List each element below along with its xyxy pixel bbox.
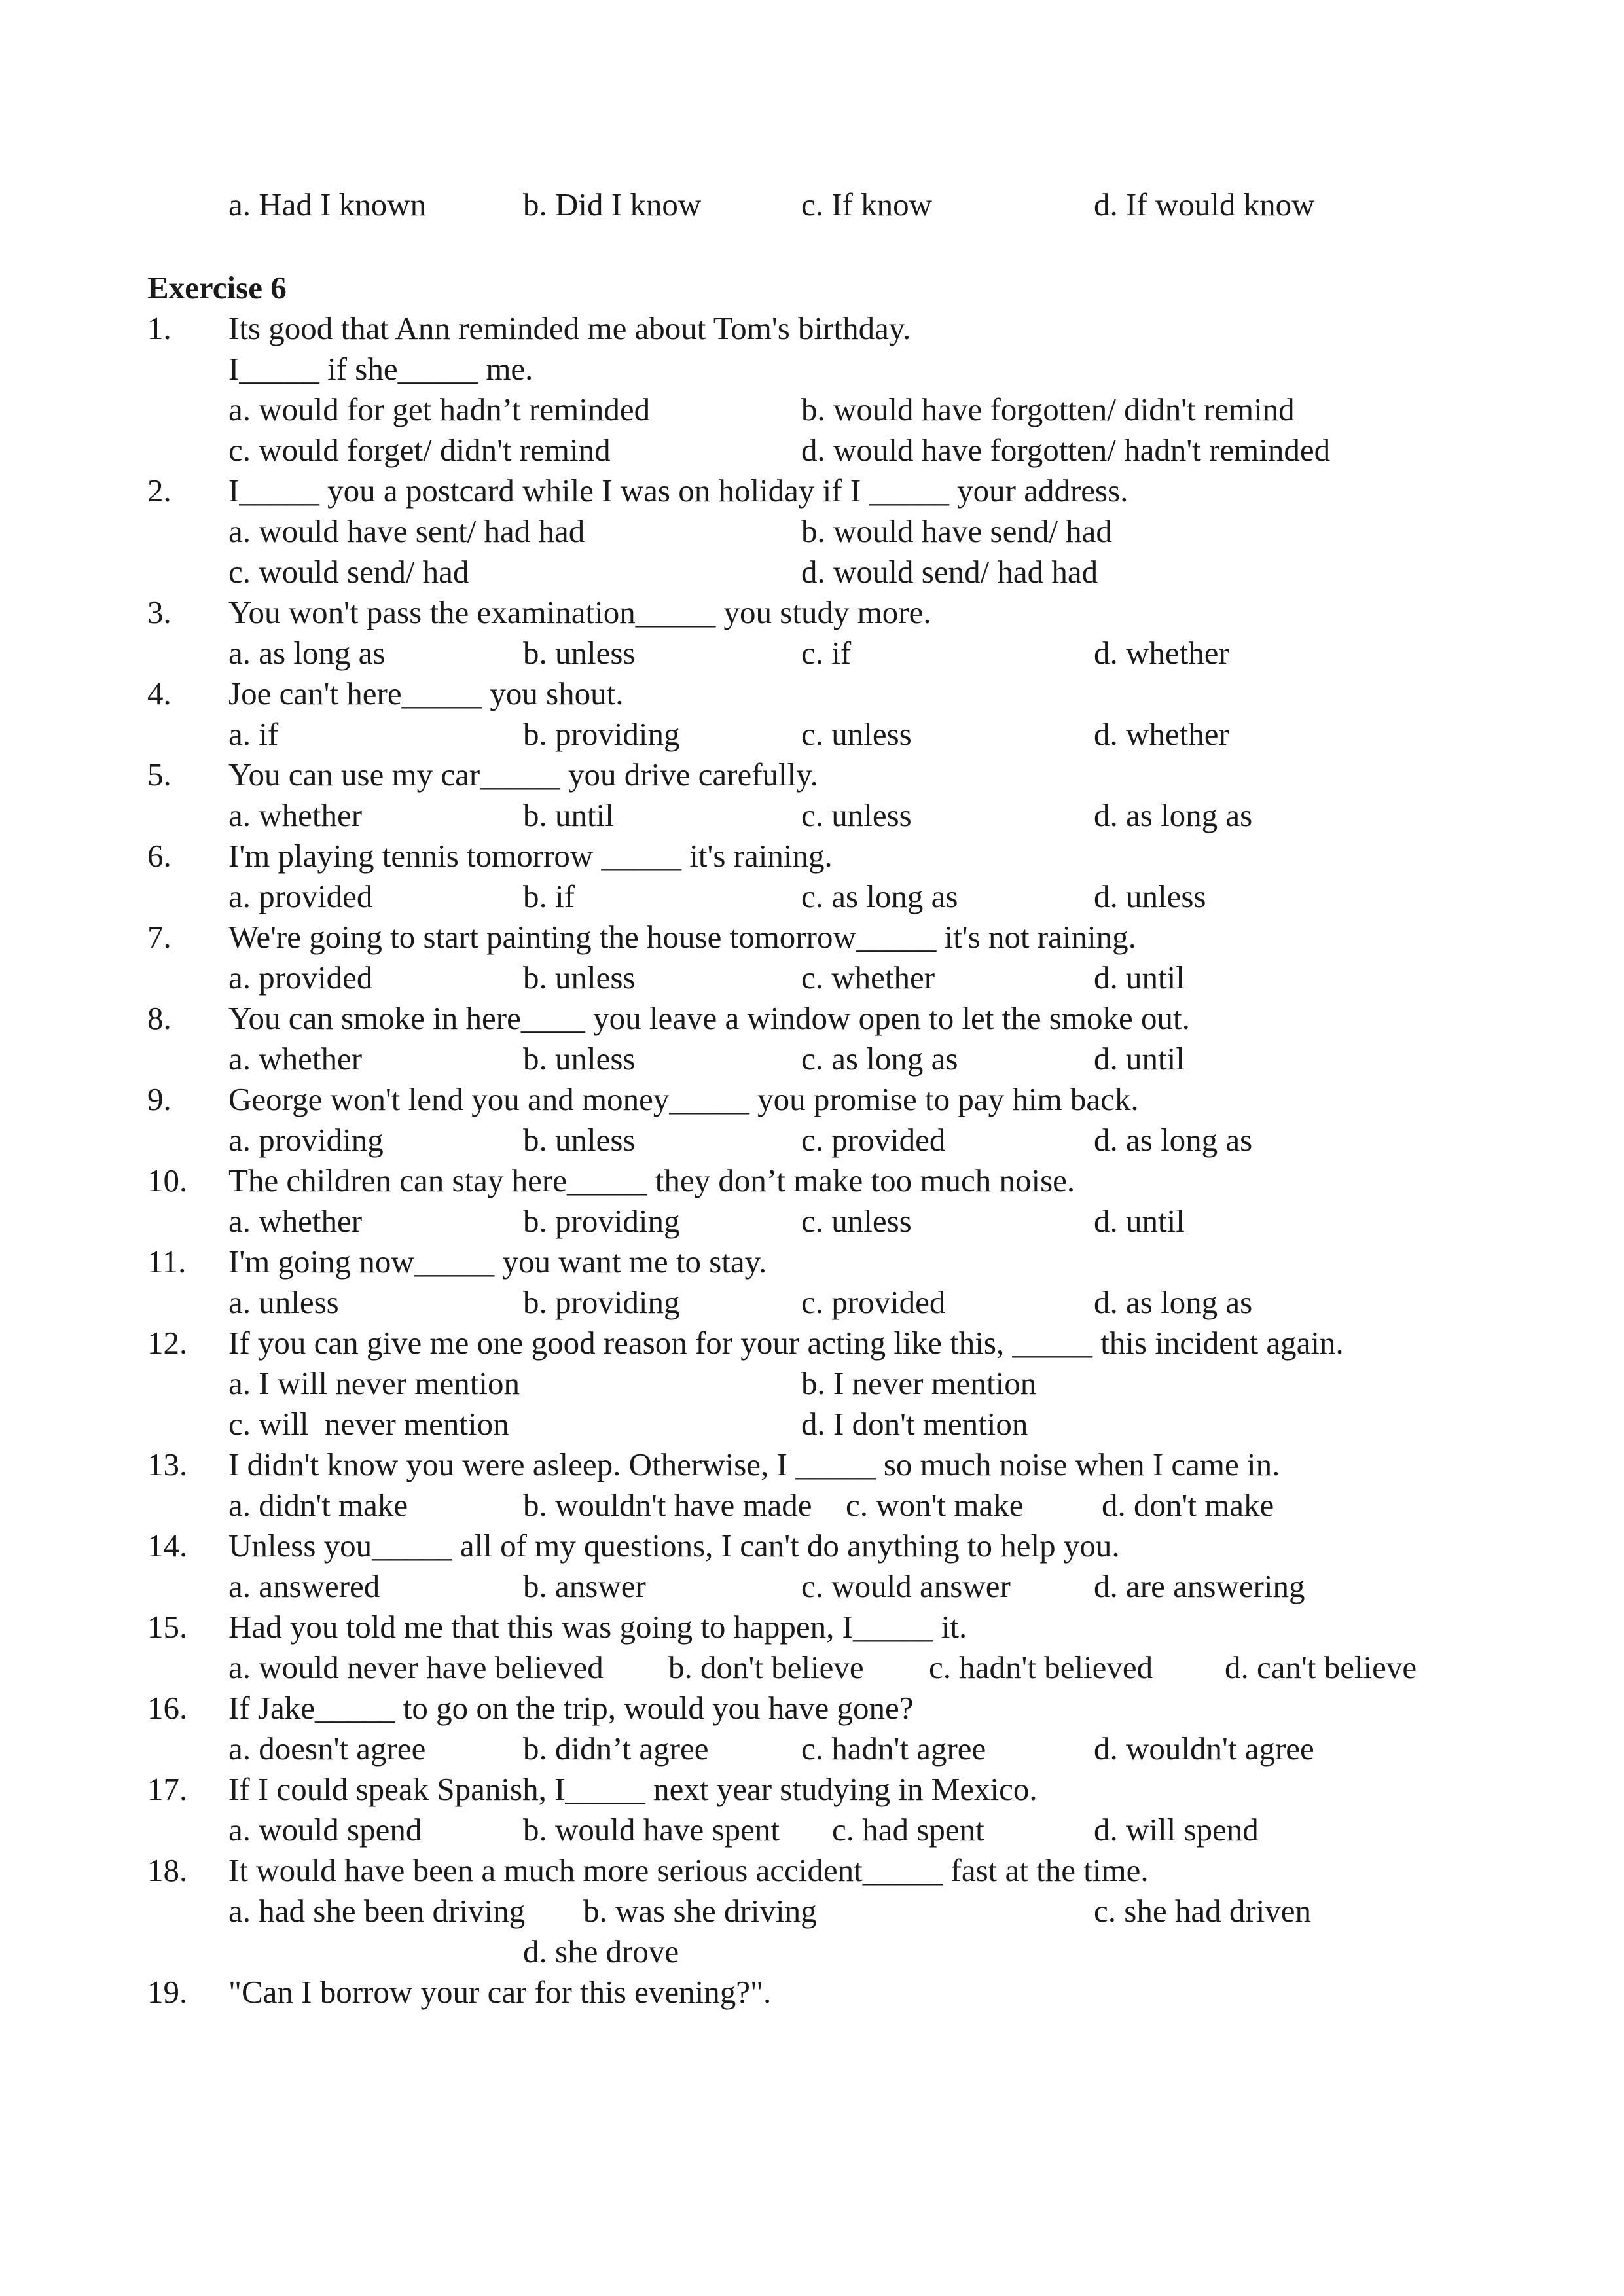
choice-b[interactable]: b. unless — [523, 960, 636, 996]
choice-b[interactable]: b. wouldn't have made — [523, 1487, 812, 1523]
question-1-choices-row-1 — [0, 389, 1624, 430]
choice-a[interactable]: a. would never have believed — [228, 1649, 604, 1685]
question-12 — [0, 1323, 1624, 1363]
choice-a[interactable]: a. if — [228, 716, 279, 752]
question-text: We're going to start painting the house tomorrow_____ it's not raining. — [228, 919, 1136, 955]
question-text: Had you told me that this was going to happen, I_____ it. — [228, 1609, 967, 1645]
choice-c[interactable]: c. provided — [801, 1122, 946, 1158]
question-number: 19. — [147, 1974, 188, 2010]
question-1-choices-row-2 — [0, 430, 1624, 471]
choice-a[interactable]: a. provided — [228, 960, 373, 996]
choice-b[interactable]: b. would have spent — [523, 1812, 780, 1848]
question-text: The children can stay here_____ they don’t make too much noise. — [228, 1162, 1075, 1198]
question-7-choices — [0, 958, 1624, 998]
choice-d[interactable]: d. whether — [1094, 635, 1229, 671]
choice-b[interactable]: b. would have forgotten/ didn't remind — [801, 391, 1295, 427]
choice-a[interactable]: a. had she been driving — [228, 1893, 526, 1929]
question-5 — [0, 755, 1624, 795]
choice-c[interactable]: c. will never mention — [228, 1406, 509, 1442]
choice-d[interactable]: d. until — [1094, 1041, 1185, 1077]
choice-c[interactable]: c. as long as — [801, 878, 958, 914]
choice-d[interactable]: d. whether — [1094, 716, 1229, 752]
question-text: If you can give me one good reason for your acting like this, _____ this incident again. — [228, 1325, 1344, 1361]
choice-a[interactable]: a. would spend — [228, 1812, 422, 1848]
choice-b[interactable]: b. don't believe — [668, 1649, 864, 1685]
question-14-choices — [0, 1566, 1624, 1607]
question-text: "Can I borrow your car for this evening?". — [228, 1974, 772, 2010]
question-number: 3. — [147, 594, 171, 630]
question-8-choices — [0, 1039, 1624, 1079]
question-18 — [0, 1850, 1624, 1891]
question-15 — [0, 1607, 1624, 1647]
question-15-choices — [0, 1647, 1624, 1688]
question-18-choices-row-1 — [0, 1891, 1624, 1931]
question-number: 6. — [147, 838, 171, 874]
choice-d[interactable]: d. I don't mention — [801, 1406, 1028, 1442]
question-2 — [0, 471, 1624, 511]
question-number: 8. — [147, 1000, 171, 1036]
question-number: 15. — [147, 1609, 188, 1645]
choice-b[interactable]: b. answer — [523, 1568, 646, 1604]
exercise-heading-row — [0, 268, 1624, 308]
choice-b[interactable]: b. I never mention — [801, 1365, 1037, 1401]
question-3-choices — [0, 633, 1624, 673]
choice-d[interactable]: d. would send/ had had — [801, 554, 1098, 590]
choice-a[interactable]: a. answered — [228, 1568, 380, 1604]
question-16 — [0, 1688, 1624, 1729]
choice-a[interactable]: a. I will never mention — [228, 1365, 520, 1401]
choice-b[interactable]: b. unless — [523, 1122, 636, 1158]
question-18-choices-row-2 — [0, 1931, 1624, 1972]
choice-c[interactable]: c. if — [801, 635, 852, 671]
choice-c[interactable]: c. unless — [801, 716, 912, 752]
choice-b[interactable]: b. if — [523, 878, 575, 914]
choice-d[interactable]: d. are answering — [1094, 1568, 1305, 1604]
question-text: Joe can't here_____ you shout. — [228, 675, 624, 711]
choice-b[interactable]: b. until — [523, 797, 614, 833]
choice-c[interactable]: c. If know — [801, 187, 933, 223]
choice-b[interactable]: b. unless — [523, 635, 636, 671]
question-text: You can use my car_____ you drive carefully. — [228, 757, 818, 793]
question-text: I_____ you a postcard while I was on holiday if I _____ your address. — [228, 473, 1128, 509]
question-9 — [0, 1079, 1624, 1120]
question-12-choices-row-2 — [0, 1404, 1624, 1444]
question-text: Its good that Ann reminded me about Tom's birthday. — [228, 310, 911, 346]
choice-b[interactable]: b. didn’t agree — [523, 1731, 709, 1767]
choice-d[interactable]: d. unless — [1094, 878, 1206, 914]
choice-a[interactable]: a. whether — [228, 1203, 363, 1239]
choice-a[interactable]: a. didn't make — [228, 1487, 408, 1523]
question-17 — [0, 1769, 1624, 1810]
choice-b[interactable]: b. providing — [523, 1284, 680, 1320]
choice-a[interactable]: a. would have sent/ had had — [228, 513, 585, 549]
choice-d[interactable]: d. don't make — [1102, 1487, 1274, 1523]
question-19 — [0, 1972, 1624, 2013]
question-number: 4. — [147, 675, 171, 711]
choice-a[interactable]: a. whether — [228, 1041, 363, 1077]
choice-c[interactable]: c. had spent — [832, 1812, 984, 1848]
question-number: 11. — [147, 1244, 187, 1280]
choice-c[interactable]: c. would answer — [801, 1568, 1011, 1604]
choice-c[interactable]: c. as long as — [801, 1041, 958, 1077]
question-text: Unless you_____ all of my questions, I can't do anything to help you. — [228, 1528, 1120, 1564]
question-3 — [0, 592, 1624, 633]
question-10-choices — [0, 1201, 1624, 1242]
question-11 — [0, 1242, 1624, 1282]
choice-a[interactable]: a. doesn't agree — [228, 1731, 426, 1767]
question-number: 7. — [147, 919, 171, 955]
question-number: 16. — [147, 1690, 188, 1726]
question-9-choices — [0, 1120, 1624, 1160]
question-number: 12. — [147, 1325, 188, 1361]
choice-a[interactable]: a. unless — [228, 1284, 339, 1320]
question-4-choices — [0, 714, 1624, 755]
choice-c[interactable]: c. would send/ had — [228, 554, 469, 590]
choice-d[interactable]: d. would have forgotten/ hadn't reminded — [801, 432, 1331, 468]
choice-a[interactable]: a. as long as — [228, 635, 386, 671]
choice-c[interactable]: c. whether — [801, 960, 935, 996]
question-7 — [0, 917, 1624, 958]
question-number: 17. — [147, 1771, 188, 1807]
choice-a[interactable]: a. provided — [228, 878, 373, 914]
question-17-choices — [0, 1810, 1624, 1850]
choice-d[interactable]: d. until — [1094, 960, 1185, 996]
question-text: I didn't know you were asleep. Otherwise, I _____ so much noise when I came in. — [228, 1446, 1280, 1482]
choice-a[interactable]: a. would for get hadn’t reminded — [228, 391, 651, 427]
question-text: It would have been a much more serious accident_____ fast at the time. — [228, 1852, 1149, 1888]
choice-b[interactable]: b. was she driving — [583, 1893, 817, 1929]
question-number: 14. — [147, 1528, 188, 1564]
choice-b[interactable]: b. unless — [523, 1041, 636, 1077]
question-8 — [0, 998, 1624, 1039]
question-13 — [0, 1444, 1624, 1485]
question-text: I'm playing tennis tomorrow _____ it's raining. — [228, 838, 833, 874]
choice-a[interactable]: a. Had I known — [228, 187, 427, 223]
question-14 — [0, 1526, 1624, 1566]
question-13-choices — [0, 1485, 1624, 1526]
question-1-continued — [0, 349, 1624, 389]
choice-b[interactable]: b. would have send/ had — [801, 513, 1112, 549]
choice-c[interactable]: c. she had driven — [1094, 1893, 1311, 1929]
question-number: 9. — [147, 1081, 171, 1117]
question-6-choices — [0, 876, 1624, 917]
question-1 — [0, 308, 1624, 349]
choice-c[interactable]: c. hadn't agree — [801, 1731, 986, 1767]
question-number: 18. — [147, 1852, 188, 1888]
choice-b[interactable]: b. providing — [523, 1203, 680, 1239]
question-number: 2. — [147, 473, 171, 509]
choice-d[interactable]: d. can't believe — [1225, 1649, 1417, 1685]
question-16-choices — [0, 1729, 1624, 1769]
choice-d[interactable]: d. as long as — [1094, 797, 1253, 833]
choice-a[interactable]: a. providing — [228, 1122, 384, 1158]
choice-d[interactable]: d. she drove — [523, 1933, 679, 1969]
choice-c[interactable]: c. provided — [801, 1284, 946, 1320]
question-number: 1. — [147, 310, 171, 346]
exercise-title: Exercise 6 — [147, 270, 287, 306]
choice-d[interactable]: d. until — [1094, 1203, 1185, 1239]
question-number: 5. — [147, 757, 171, 793]
question-number: 13. — [147, 1446, 188, 1482]
choice-c[interactable]: c. would forget/ didn't remind — [228, 432, 611, 468]
choice-c[interactable]: c. hadn't believed — [929, 1649, 1153, 1685]
choice-c[interactable]: c. unless — [801, 797, 912, 833]
question-text: I'm going now_____ you want me to stay. — [228, 1244, 767, 1280]
question-12-choices-row-1 — [0, 1363, 1624, 1404]
choice-b[interactable]: b. providing — [523, 716, 680, 752]
question-text: If Jake_____ to go on the trip, would you have gone? — [228, 1690, 914, 1726]
previous-question-choices — [0, 185, 1624, 225]
choice-a[interactable]: a. whether — [228, 797, 363, 833]
choice-d[interactable]: d. If would know — [1094, 187, 1315, 223]
question-text: George won't lend you and money_____ you promise to pay him back. — [228, 1081, 1139, 1117]
choice-d[interactable]: d. will spend — [1094, 1812, 1259, 1848]
choice-c[interactable]: c. won't make — [846, 1487, 1024, 1523]
choice-d[interactable]: d. as long as — [1094, 1122, 1253, 1158]
question-6 — [0, 836, 1624, 876]
choice-d[interactable]: d. as long as — [1094, 1284, 1253, 1320]
question-2-choices-row-2 — [0, 552, 1624, 592]
question-number: 10. — [147, 1162, 188, 1198]
choice-c[interactable]: c. unless — [801, 1203, 912, 1239]
question-text: You can smoke in here____ you leave a window open to let the smoke out. — [228, 1000, 1190, 1036]
choice-b[interactable]: b. Did I know — [523, 187, 702, 223]
question-text: I_____ if she_____ me. — [228, 351, 533, 387]
choice-d[interactable]: d. wouldn't agree — [1094, 1731, 1314, 1767]
question-2-choices-row-1 — [0, 511, 1624, 552]
question-11-choices — [0, 1282, 1624, 1323]
question-text: If I could speak Spanish, I_____ next year studying in Mexico. — [228, 1771, 1038, 1807]
question-4 — [0, 673, 1624, 714]
question-5-choices — [0, 795, 1624, 836]
question-10 — [0, 1160, 1624, 1201]
question-text: You won't pass the examination_____ you study more. — [228, 594, 931, 630]
